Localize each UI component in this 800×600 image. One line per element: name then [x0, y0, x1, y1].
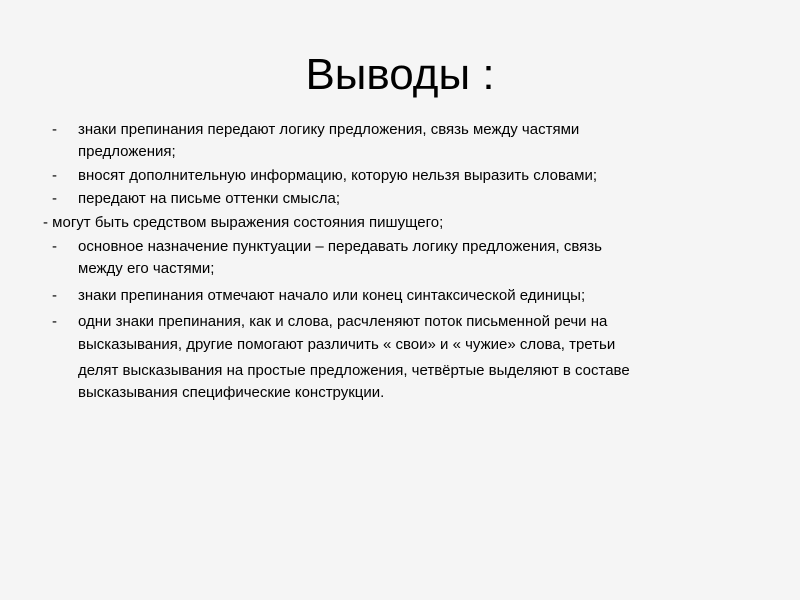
list-item-line: знаки препинания отмечают начало или конец синтаксической единицы;: [78, 287, 586, 304]
list-item-line: высказывания, другие помогают различить « свои» и « чужие» слова, третьи: [78, 336, 616, 353]
list-item-line: знаки препинания передают логику предложения, связь между частями: [78, 121, 580, 138]
bullet-dash: -: [52, 121, 57, 138]
list-item-line: - могут быть средством выражения состояния пишущего;: [43, 214, 444, 231]
list-item-line: между его частями;: [78, 260, 215, 277]
bullet-dash: -: [52, 167, 57, 184]
bullet-dash: -: [52, 238, 57, 255]
list-item-line: основное назначение пунктуации – передавать логику предложения, связь: [78, 238, 602, 255]
bullet-dash: -: [52, 287, 57, 304]
bullet-dash: -: [52, 190, 57, 207]
list-item-line: делят высказывания на простые предложения, четвёртые выделяют в составе: [78, 362, 630, 379]
list-item-line: вносят дополнительную информацию, которую нельзя выразить словами;: [78, 167, 597, 184]
list-item-line: предложения;: [78, 143, 176, 160]
list-item-line: передают на письме оттенки смысла;: [78, 190, 340, 207]
bullet-dash: -: [52, 313, 57, 330]
list-item-line: высказывания специфические конструкции.: [78, 384, 385, 401]
slide-title: Выводы :: [305, 50, 495, 99]
list-item-line: одни знаки препинания, как и слова, расчленяют поток письменной речи на: [78, 313, 608, 330]
